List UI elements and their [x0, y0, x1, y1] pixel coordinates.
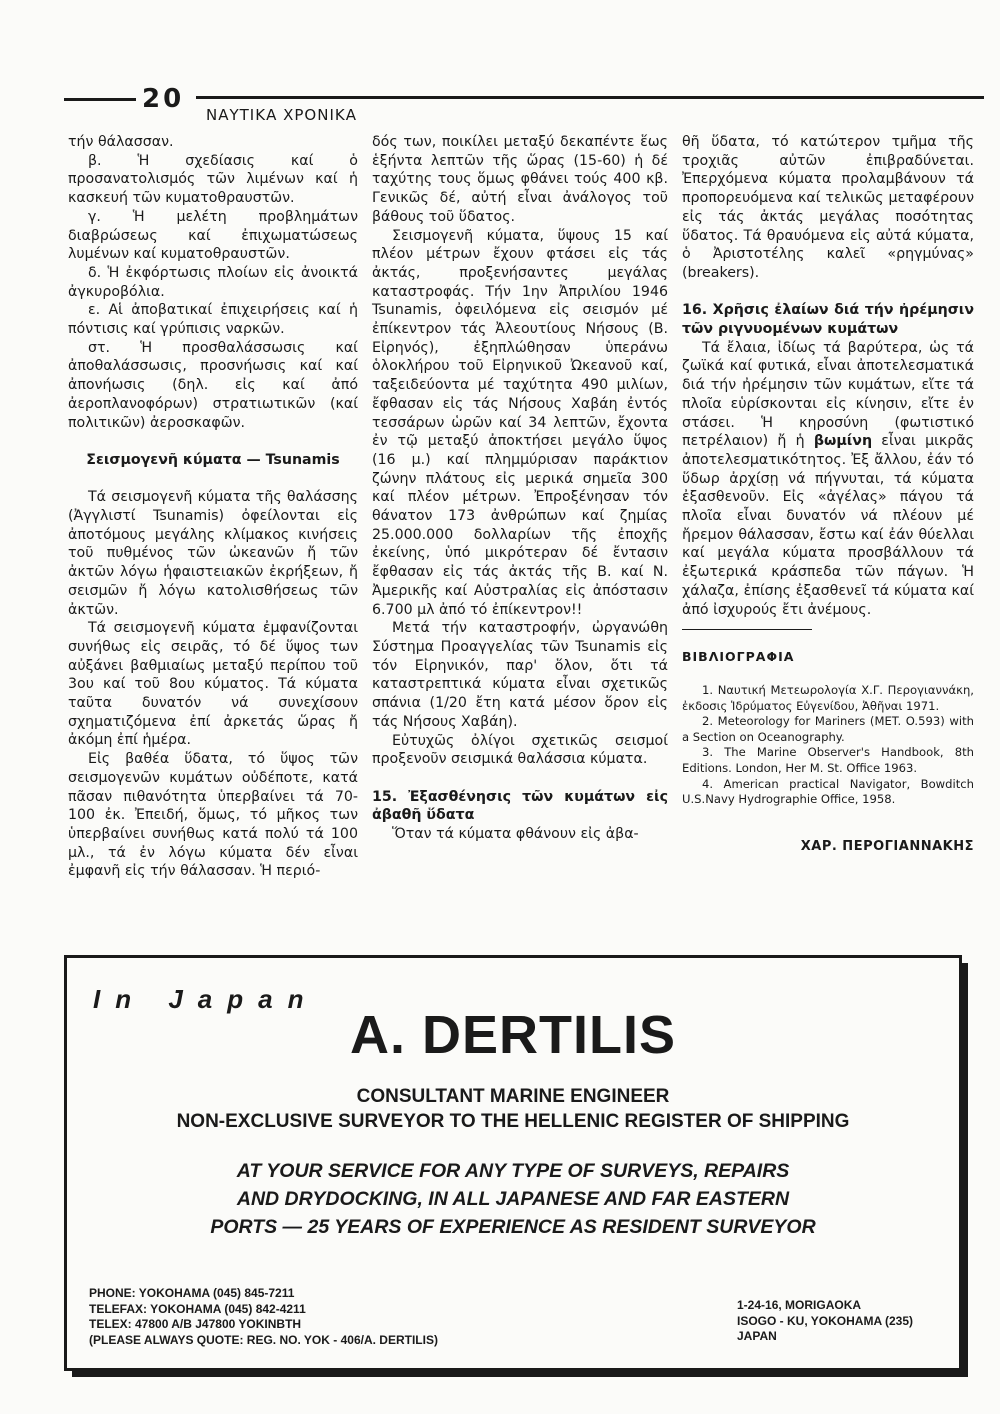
ad-service-line: PORTS — 25 YEARS OF EXPERIENCE AS RESIDENT SURVEYOR [210, 1216, 816, 1238]
ad-contact-block [89, 1286, 438, 1348]
column-1 [68, 133, 358, 881]
author-name: ΧΑΡ. ΠΕΡΟΓΙΑΝΝΑΚΗΣ [800, 838, 974, 854]
col3-paragraph: θῆ ὕδατα, τό κατώτερον τμῆμα τῆς τροχιᾶς αὐτῶν ἐπιβραδύνεται. Ἐπερχόμενα κύματα προλαμβάνουν τά προπορευόμενα καί τελικῶς μεταφέρουν εἰς τάς ἀκτάς μεγάλας ποσότητας ὕδατος. Τά θραυόμενα εἰς αὐτά κύματα, ὁ Ἀριστοτέλης καλεῖ «ρηγμύνας» (breakers). [682, 134, 974, 281]
col2-paragraph: Ὅταν τά κύματα φθάνουν εἰς ἀβα- [392, 826, 639, 842]
col2-paragraph: Μετά τήν καταστροφήν, ὠργανώθη Σύστημα Προαγγελίας τῶν Tsunamis εἰς τόν Εἰρηνικόν, παρ' ὅλον, ὅτι τά καταστρεπτικά κύματα εἶναι σχετικῶς σπάνια (1/20 ἔτη κατά μέσον ὅρον εἰς τάς Νήσους Χαβάη). [372, 620, 668, 730]
col1-paragraph: Τά σεισμογενῆ κύματα τῆς θαλάσσης (Ἀγγλιστί Tsunamis) ὀφείλονται εἰς ἀποτόμους μεγάλης κλίμακος κινήσεις τοῦ πυθμένος τῶν ὠκεανῶν ἤ τῶν ἀκτῶν λόγω ἡφαιστειακῶν ἐκρήξεων, ἤ σεισμῶν ἤ λόγω κατολισθήσεως τῶν ἀκτῶν. [68, 489, 358, 618]
col1-paragraph: ε. Αἱ ἀποβατικαί ἐπιχειρήσεις καί ἡ πόντισις καί γρύπισις ναρκῶν. [68, 302, 358, 338]
ad-address-block [737, 1298, 913, 1345]
section-subheading: Σεισμογενῆ κύματα — Tsunamis [86, 451, 340, 468]
col1-paragraph: γ. Ἡ μελέτη προβλημάτων διαβρώσεως καί ἐπιχωματώσεως λυμένων καί κυματοθραυστῶν. [68, 208, 358, 263]
col3-paragraph: Τά ἔλαια, ἰδίως τά βαρύτερα, ὡς τά ζωϊκά καί φυτικά, εἶναι ἀποτελεσματικά διά τήν ἠρέμησιν τῶν κυμάτων, εἴτε τά πλοῖα εὑρίσκονται εἰς κίνησιν, εἴτε ἐν στάσει. Ἡ κηροσύνη (φωτιστικό πετρέλαιον) ἤ ἡ βωμίνη εἶναι μικρᾶς ἀποτελεσματικότητος. Ἐξ ἄλλου, ἐάν τό ὕδωρ ἀρχίσῃ νά πήγνυται, τά κύματα ἐξασθενοῦν. Εἰς «ἀγέλας» πάγου τά πλοῖα εἶναι δυνατόν νά πλέουν μέ ἤρεμον θάλασσαν, ἔστω καί ἐάν θύελλαι καί μεγάλα κύματα προσβάλλουν τά ἐξωτερικά κράσπεδα τῶν πάγων. Ἡ χάλαζα, ἐπίσης ἐξασθενεῖ τά κύματα καί ἀπό ἰσχυρούς ἔτι ἀνέμους. [682, 339, 974, 618]
advertisement-box [64, 955, 962, 1371]
col1-paragraph: δ. Ἡ ἐκφόρτωσις πλοίων εἰς ἀνοικτά ἀγκυροβόλια. [68, 264, 358, 300]
bibliography-divider [682, 629, 812, 630]
col1-paragraph: β. Ἡ σχεδίασις καί ὁ προσανατολισμός τῶν λιμένων καί ἡ κασκευή τῶν κυματοθραυστῶν. [68, 152, 358, 207]
col2-paragraph: Σεισμογενῆ κύματα, ὕψους 15 καί πλέον μέτρων ἔχουν φτάσει εἰς τάς ἀκτάς, προξενήσαντες μεγάλας καταστροφάς. Τήν 1ην Ἀπριλίου 1946 Tsunamis, ὀφειλόμενα εἰς σεισμόν μέ ἐπίκεντρον τάς Ἀλεουτίους Νήσους (Β. Εἰρηνός), ἐξηπλώθησαν ὑπεράνω ὁλοκλήρου τοῦ Εἰρηνικοῦ Ὠκεανοῦ καί, ταξειδεύοντα μέ ταχύτητα 490 μιλίων, ἔφθασαν εἰς τάς Νήσους Χαβάη ἐντός τεσσάρων ὡρῶν καί 34 λεπτῶν, ἔχοντα ἐν τῷ μεταξύ ἀποκτήσει μεγάλο ὕψος (16 μ.) καί πλημμύρισαν παράκτιον ζώνην πλάτους εἰς μερικά σημεῖα 300 καί πλέον μέτρων. Ἐπροξένησαν τόν θάνατον 173 ἀνθρώπων καί ζημίας 25.000.000 δολλαρίων τῆς ἐποχῆς ἐκείνης, ὑπό μικρότεραν δέ ἔντασιν ἔφθασαν εἰς τάς ἀκτάς τῆς Β. καί Ν. Ἀμερικῆς καί Αὐστραλίας εἰς ἀπόστασιν 6.700 μλ ἀπό τό ἐπίκεντρον!! [372, 227, 668, 618]
bibliography-item: 1. Ναυτική Μετεωρολογία Χ.Γ. Περογιαννάκη, ἐκδοσις Ἱδρύματος Εὐγενίδου, Ἀθῆναι 1971. [682, 682, 974, 713]
bibliography-item: 4. American practical Navigator, Bowditch U.S.Navy Hydrographie Office, 1958. [682, 776, 974, 807]
ad-address-line: JAPAN [737, 1329, 777, 1343]
section-16-heading: 16. Χρῆσις ἐλαίων διά τήν ἠρέμησιν τῶν ριγνυομένων κυμάτων [682, 302, 974, 338]
bibliography-item: 2. Meteorology for Mariners (MET. O.593) with a Section on Oceanography. [682, 714, 974, 744]
ad-address-line: ISOGO - KU, YOKOHAMA (235) [737, 1313, 914, 1328]
running-title: ΝΑΥΤΙΚΑ ΧΡΟΝΙΚΑ [206, 106, 357, 124]
ad-shadow [72, 1371, 968, 1377]
col2-paragraph: Εὐτυχῶς ὀλίγοι σχετικῶς σεισμοί προξενοῦν σεισμικά θαλάσσια κύματα. [372, 732, 668, 768]
col1-paragraph: Εἰς βαθέα ὕδατα, τό ὕψος τῶν σεισμογενῶν κυμάτων οὐδέποτε, κατά πᾶσαν πιθανότητα ὑπερβαίνει τά 70-100 ἐκ. Ἐπειδή, ὅμως, τό μῆκος των ὑπερβαίνει συνήθως κατά πολύ τά 100 μλ., τά ἐν λόγω κύματα δέν εἶναι ἐμφανῆ εἰς τήν θάλασσαν. Ἡ περιό- [68, 751, 358, 880]
header-rule-left [64, 98, 136, 101]
emphasis-term: βωμίνη [813, 433, 873, 450]
ad-service-line: AT YOUR SERVICE FOR ANY TYPE OF SURVEYS, REPAIRS [236, 1160, 790, 1182]
section-15-heading: 15. Ἐξασθένησις τῶν κυμάτων εἰς ἀβαθῆ ὕδατα [372, 788, 668, 824]
bibliography-heading: ΒΙΒΛΙΟΓΡΑΦΙΑ [682, 649, 795, 665]
col1-paragraph: Τά σεισμογενῆ κύματα ἐμφανίζονται συνήθως εἰς σειρᾶς, τό δέ ὕψος των αὐξάνει βαθμιαίως μεταξύ περίπου τοῦ 3ου καί τοῦ 8ου κύματος. Τά κύματα ταῦτα δυνατόν νά συνεχίσουν σχηματιζόμενα ἐπί ἀρκετάς ὥρας ἤ ἀκόμη ἐπί ἡμέρα. [68, 620, 358, 749]
bibliography-item: 3. The Marine Observer's Handbook, 8th Editions. London, Her M. St. Office 1963. [682, 745, 974, 775]
page-number: 20 [142, 84, 185, 114]
col1-paragraph: στ. Ἡ προσθαλάσσωσις καί ἀποθαλάσσωσις, προσνήωσις καί καί ἀπονήωσις (δηλ. εἰς καί ἀπό ἀερoπλανοφόρων) στρατιωτικῶν (καί πολιτικῶν) ἀεροσκαφῶν. [68, 339, 358, 431]
ad-address-line: 1-24-16, MORIGAOKA [737, 1298, 862, 1312]
ad-subtitle: NON-EXCLUSIVE SURVEYOR TO THE HELLENIC REGISTER OF SHIPPING [176, 1111, 850, 1132]
ad-in-japan: In Japan [93, 984, 319, 1014]
column-2 [372, 133, 668, 844]
ad-phone: PHONE: YOKOHAMA (045) 845-7211 [89, 1286, 295, 1300]
ad-title: CONSULTANT MARINE ENGINEER [356, 1086, 670, 1107]
col1-paragraph: τήν θάλασσαν. [68, 134, 174, 150]
column-3 [682, 133, 974, 856]
header-rule-right [196, 96, 984, 99]
ad-telefax: TELEFAX: YOKOHAMA (045) 842-4211 [89, 1301, 306, 1316]
ad-company-name: A. DERTILIS [349, 1005, 676, 1065]
ad-service-line: AND DRYDOCKING, IN ALL JAPANESE AND FAR EASTERN [236, 1188, 790, 1210]
bibliography-list [682, 683, 974, 808]
ad-quote: (PLEASE ALWAYS QUOTE: REG. NO. YOK - 406/A. DERTILIS) [89, 1332, 438, 1347]
ad-shadow [962, 963, 968, 1377]
ad-telex: TELEX: 47800 A/B J47800 YOKINBTH [89, 1317, 302, 1331]
col2-paragraph: δός των, ποικίλει μεταξύ δεκαπέντε ἕως ἑξήντα λεπτῶν τῆς ὥρας (15-60) ἡ δέ ταχύτης τους ὅμως φθάνει τούς 400 κβ. Γενικῶς δέ, αὐτή εἶναι ἀνάλογος τοῦ βάθους τοῦ ὕδατος. [372, 134, 668, 225]
